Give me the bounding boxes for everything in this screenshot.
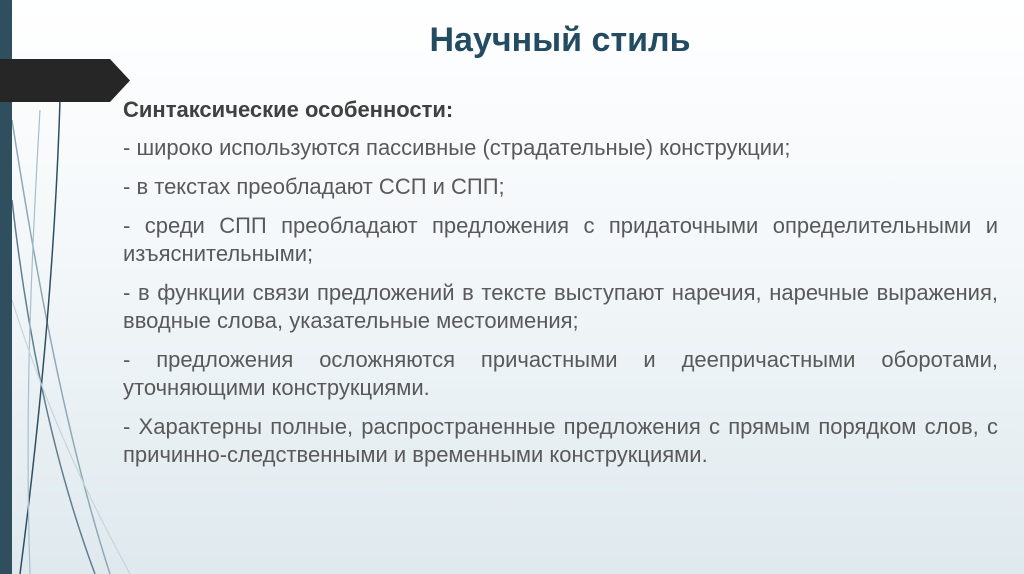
list-item: - предложения осложняются причастными и деепричастными оборотами, уточняющими конструкциями. — [123, 347, 998, 400]
subheading: Синтаксические особенности: — [123, 97, 454, 122]
list-item: - среди СПП преобладают предложения с придаточными определительными и изъяснительными; — [123, 213, 998, 266]
list-item: - в текстах преобладают ССП и СПП; — [123, 174, 505, 199]
slide-body — [123, 96, 998, 480]
list-item: - Характерны полные, распространенные предложения с прямым порядком слов, с причинно-следственными и временными конструкциями. — [123, 414, 998, 467]
page-title: Научный стиль — [429, 21, 691, 59]
list-item: - широко используются пассивные (страдательные) конструкции; — [123, 135, 791, 160]
title-tab-arrow — [0, 59, 130, 102]
list-item: - в функции связи предложений в тексте выступают наречия, наречные выражения, вводные слова, указательные местоимения; — [123, 280, 998, 333]
